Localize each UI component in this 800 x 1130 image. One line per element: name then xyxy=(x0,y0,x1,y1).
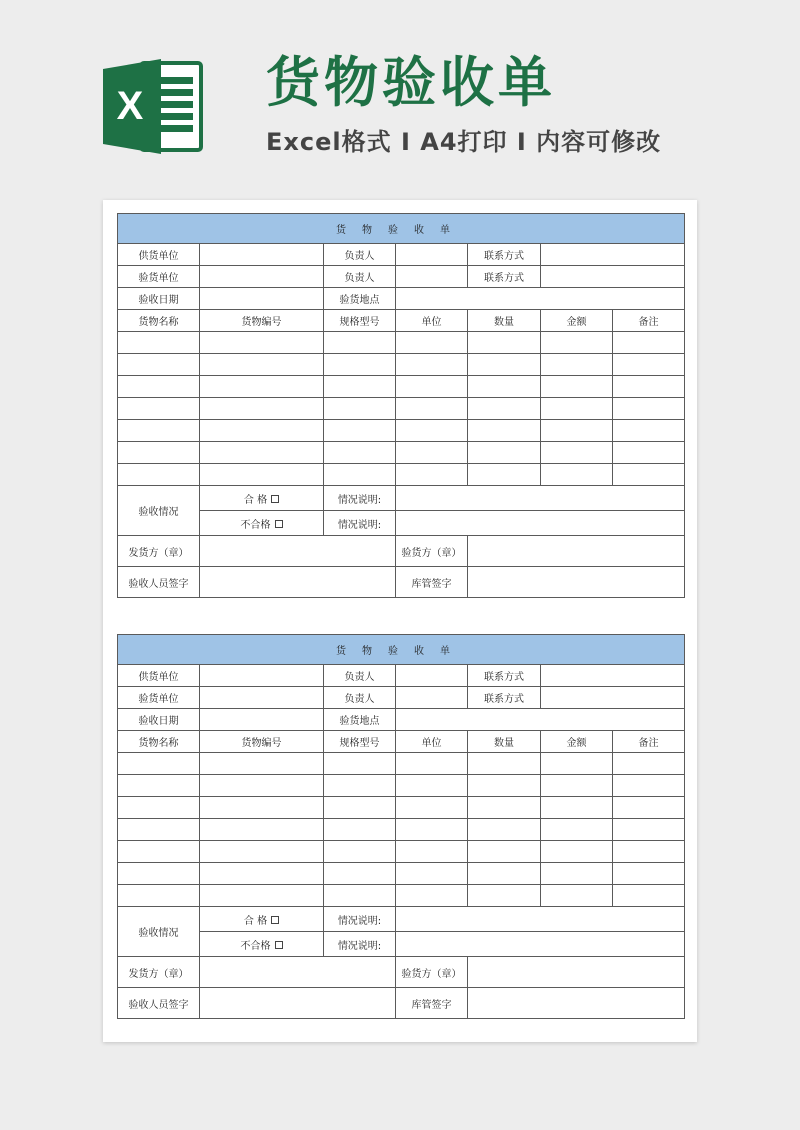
field-inspection-unit[interactable] xyxy=(200,687,324,709)
label-warehouse-signature: 库管签字 xyxy=(396,988,468,1019)
page-title: 货物验收单 xyxy=(266,51,556,114)
table-cell[interactable] xyxy=(200,398,324,420)
form-table xyxy=(117,213,685,598)
label-warehouse-signature: 库管签字 xyxy=(396,567,468,598)
label-inspection-place: 验货地点 xyxy=(324,288,396,310)
table-cell[interactable] xyxy=(541,797,613,819)
option-qualified[interactable] xyxy=(200,486,324,511)
table-cell[interactable] xyxy=(324,420,396,442)
table-cell[interactable] xyxy=(324,863,396,885)
label-person-in-charge: 负责人 xyxy=(324,266,396,288)
table-row xyxy=(118,354,685,376)
label-person-in-charge: 负责人 xyxy=(324,244,396,266)
column-header: 货物名称 xyxy=(118,310,200,332)
table-cell[interactable] xyxy=(613,420,685,442)
table-cell[interactable] xyxy=(541,885,613,907)
column-header: 规格型号 xyxy=(324,310,396,332)
table-cell[interactable] xyxy=(396,354,468,376)
table-cell[interactable] xyxy=(541,332,613,354)
column-header: 数量 xyxy=(468,731,541,753)
option-qualified[interactable] xyxy=(200,907,324,932)
table-cell[interactable] xyxy=(541,464,613,486)
column-header: 金额 xyxy=(541,731,613,753)
label-inspection-date: 验收日期 xyxy=(118,709,200,731)
field-inspector-party[interactable] xyxy=(468,957,685,988)
table-cell[interactable] xyxy=(396,819,468,841)
acceptance-form-2 xyxy=(117,634,684,1019)
table-cell[interactable] xyxy=(118,753,200,775)
field-contact[interactable] xyxy=(541,266,685,288)
table-cell[interactable] xyxy=(200,797,324,819)
table-cell[interactable] xyxy=(396,376,468,398)
table-cell[interactable] xyxy=(200,464,324,486)
table-row xyxy=(118,819,685,841)
table-cell[interactable] xyxy=(396,797,468,819)
table-cell[interactable] xyxy=(541,863,613,885)
table-row xyxy=(118,753,685,775)
table-cell[interactable] xyxy=(468,376,541,398)
label-person-in-charge: 负责人 xyxy=(324,687,396,709)
field-inspection-place[interactable] xyxy=(396,288,685,310)
column-header: 货物名称 xyxy=(118,731,200,753)
table-cell[interactable] xyxy=(541,376,613,398)
table-cell[interactable] xyxy=(118,775,200,797)
table-cell[interactable] xyxy=(613,398,685,420)
label-inspection-place: 验货地点 xyxy=(324,709,396,731)
field-person-in-charge[interactable] xyxy=(396,665,468,687)
table-row xyxy=(118,420,685,442)
table-cell[interactable] xyxy=(468,797,541,819)
table-cell[interactable] xyxy=(396,775,468,797)
table-cell[interactable] xyxy=(324,841,396,863)
table-cell[interactable] xyxy=(468,819,541,841)
table-cell[interactable] xyxy=(324,753,396,775)
acceptance-form-1 xyxy=(117,213,684,598)
table-cell[interactable] xyxy=(613,376,685,398)
field-inspection-date[interactable] xyxy=(200,709,324,731)
table-cell[interactable] xyxy=(541,775,613,797)
field-supplier[interactable] xyxy=(200,244,324,266)
table-row xyxy=(118,885,685,907)
label-shipper: 发货方（章） xyxy=(118,536,200,567)
field-person-in-charge[interactable] xyxy=(396,266,468,288)
table-cell[interactable] xyxy=(324,464,396,486)
table-cell[interactable] xyxy=(118,464,200,486)
table-cell[interactable] xyxy=(324,332,396,354)
excel-icon xyxy=(103,57,205,156)
label-inspection-unit: 验货单位 xyxy=(118,266,200,288)
table-cell[interactable] xyxy=(200,332,324,354)
table-cell[interactable] xyxy=(200,354,324,376)
excel-logo-letter: X xyxy=(116,84,144,128)
table-cell[interactable] xyxy=(118,354,200,376)
table-cell[interactable] xyxy=(118,863,200,885)
table-cell[interactable] xyxy=(468,354,541,376)
table-cell[interactable] xyxy=(324,797,396,819)
label-inspection-date: 验收日期 xyxy=(118,288,200,310)
table-cell[interactable] xyxy=(541,398,613,420)
column-header: 备注 xyxy=(613,731,685,753)
table-row xyxy=(118,841,685,863)
table-cell[interactable] xyxy=(396,753,468,775)
field-inspector-signature[interactable] xyxy=(200,988,396,1019)
label-explanation: 情况说明: xyxy=(324,511,396,536)
checkbox-icon[interactable] xyxy=(275,520,283,528)
label-supplier: 供货单位 xyxy=(118,244,200,266)
table-row xyxy=(118,797,685,819)
table-cell[interactable] xyxy=(541,354,613,376)
table-cell[interactable] xyxy=(118,885,200,907)
label-person-in-charge: 负责人 xyxy=(324,665,396,687)
label-inspection-unit: 验货单位 xyxy=(118,687,200,709)
table-cell[interactable] xyxy=(541,420,613,442)
table-cell[interactable] xyxy=(200,442,324,464)
header xyxy=(0,0,800,200)
table-cell[interactable] xyxy=(324,398,396,420)
field-supplier[interactable] xyxy=(200,665,324,687)
table-cell[interactable] xyxy=(396,398,468,420)
table-cell[interactable] xyxy=(613,442,685,464)
table-cell[interactable] xyxy=(541,819,613,841)
table-cell[interactable] xyxy=(396,442,468,464)
label-unqualified: 不合格 xyxy=(240,519,271,531)
field-warehouse-signature[interactable] xyxy=(468,988,685,1019)
table-cell[interactable] xyxy=(118,398,200,420)
table-cell[interactable] xyxy=(468,420,541,442)
table-cell[interactable] xyxy=(118,442,200,464)
table-cell[interactable] xyxy=(396,332,468,354)
checkbox-icon[interactable] xyxy=(275,941,283,949)
field-contact[interactable] xyxy=(541,665,685,687)
field-warehouse-signature[interactable] xyxy=(468,567,685,598)
field-explanation[interactable] xyxy=(396,486,685,511)
table-cell[interactable] xyxy=(118,420,200,442)
table-cell[interactable] xyxy=(613,885,685,907)
table-row xyxy=(118,863,685,885)
field-explanation[interactable] xyxy=(396,907,685,932)
field-inspector-signature[interactable] xyxy=(200,567,396,598)
form-table xyxy=(117,634,685,1019)
label-inspector-party: 验货方（章） xyxy=(396,957,468,988)
table-cell[interactable] xyxy=(613,819,685,841)
table-cell[interactable] xyxy=(468,775,541,797)
table-cell[interactable] xyxy=(118,819,200,841)
option-unqualified[interactable] xyxy=(200,511,324,536)
table-cell[interactable] xyxy=(541,841,613,863)
label-inspector-party: 验货方（章） xyxy=(396,536,468,567)
field-explanation[interactable] xyxy=(396,932,685,957)
table-row xyxy=(118,332,685,354)
field-shipper[interactable] xyxy=(200,957,396,988)
table-cell[interactable] xyxy=(613,354,685,376)
label-supplier: 供货单位 xyxy=(118,665,200,687)
table-row xyxy=(118,398,685,420)
label-inspector-signature: 验收人员签字 xyxy=(118,567,200,598)
column-header: 规格型号 xyxy=(324,731,396,753)
table-cell[interactable] xyxy=(118,376,200,398)
table-cell[interactable] xyxy=(118,797,200,819)
table-cell[interactable] xyxy=(613,775,685,797)
table-cell[interactable] xyxy=(541,753,613,775)
label-shipper: 发货方（章） xyxy=(118,957,200,988)
table-cell[interactable] xyxy=(324,885,396,907)
table-row xyxy=(118,376,685,398)
table-cell[interactable] xyxy=(396,420,468,442)
table-cell[interactable] xyxy=(200,885,324,907)
field-inspector-party[interactable] xyxy=(468,536,685,567)
table-cell[interactable] xyxy=(468,464,541,486)
label-acceptance-status: 验收情况 xyxy=(118,486,200,536)
label-qualified: 合 格 xyxy=(243,915,268,927)
field-inspection-unit[interactable] xyxy=(200,266,324,288)
table-cell[interactable] xyxy=(468,332,541,354)
label-contact: 联系方式 xyxy=(468,244,541,266)
table-cell[interactable] xyxy=(468,841,541,863)
field-contact[interactable] xyxy=(541,687,685,709)
table-row xyxy=(118,464,685,486)
table-cell[interactable] xyxy=(613,464,685,486)
document-paper xyxy=(103,200,697,1042)
table-cell[interactable] xyxy=(324,376,396,398)
form-title: 货物验收单 xyxy=(118,214,685,244)
table-cell[interactable] xyxy=(468,442,541,464)
table-row xyxy=(118,775,685,797)
column-header: 备注 xyxy=(613,310,685,332)
table-row xyxy=(118,442,685,464)
label-inspector-signature: 验收人员签字 xyxy=(118,988,200,1019)
column-header: 数量 xyxy=(468,310,541,332)
table-cell[interactable] xyxy=(200,775,324,797)
field-contact[interactable] xyxy=(541,244,685,266)
form-title: 货物验收单 xyxy=(118,635,685,665)
table-cell[interactable] xyxy=(613,332,685,354)
label-qualified: 合 格 xyxy=(243,494,268,506)
table-cell[interactable] xyxy=(541,442,613,464)
table-cell[interactable] xyxy=(200,420,324,442)
table-cell[interactable] xyxy=(613,841,685,863)
table-cell[interactable] xyxy=(200,819,324,841)
table-cell[interactable] xyxy=(200,376,324,398)
table-cell[interactable] xyxy=(200,753,324,775)
column-header: 货物编号 xyxy=(200,731,324,753)
label-acceptance-status: 验收情况 xyxy=(118,907,200,957)
table-cell[interactable] xyxy=(396,841,468,863)
table-cell[interactable] xyxy=(324,354,396,376)
checkbox-icon[interactable] xyxy=(271,916,279,924)
page-subtitle: Excel格式 I A4打印 I 内容可修改 xyxy=(266,128,662,156)
label-explanation: 情况说明: xyxy=(324,932,396,957)
column-header: 单位 xyxy=(396,731,468,753)
column-header: 金额 xyxy=(541,310,613,332)
field-shipper[interactable] xyxy=(200,536,396,567)
table-cell[interactable] xyxy=(200,863,324,885)
label-explanation: 情况说明: xyxy=(324,486,396,511)
column-header: 单位 xyxy=(396,310,468,332)
table-cell[interactable] xyxy=(118,332,200,354)
column-header: 货物编号 xyxy=(200,310,324,332)
table-cell[interactable] xyxy=(613,863,685,885)
checkbox-icon[interactable] xyxy=(271,495,279,503)
field-explanation[interactable] xyxy=(396,511,685,536)
field-inspection-place[interactable] xyxy=(396,709,685,731)
table-cell[interactable] xyxy=(200,841,324,863)
table-cell[interactable] xyxy=(613,753,685,775)
label-explanation: 情况说明: xyxy=(324,907,396,932)
table-cell[interactable] xyxy=(118,841,200,863)
table-cell[interactable] xyxy=(468,885,541,907)
field-person-in-charge[interactable] xyxy=(396,244,468,266)
table-cell[interactable] xyxy=(324,442,396,464)
table-cell[interactable] xyxy=(468,863,541,885)
table-cell[interactable] xyxy=(613,797,685,819)
label-contact: 联系方式 xyxy=(468,266,541,288)
label-contact: 联系方式 xyxy=(468,687,541,709)
label-contact: 联系方式 xyxy=(468,665,541,687)
table-cell[interactable] xyxy=(324,819,396,841)
table-cell[interactable] xyxy=(468,753,541,775)
table-cell[interactable] xyxy=(396,885,468,907)
field-inspection-date[interactable] xyxy=(200,288,324,310)
table-cell[interactable] xyxy=(324,775,396,797)
label-unqualified: 不合格 xyxy=(240,940,271,952)
table-cell[interactable] xyxy=(468,398,541,420)
field-person-in-charge[interactable] xyxy=(396,687,468,709)
table-cell[interactable] xyxy=(396,464,468,486)
table-cell[interactable] xyxy=(396,863,468,885)
option-unqualified[interactable] xyxy=(200,932,324,957)
